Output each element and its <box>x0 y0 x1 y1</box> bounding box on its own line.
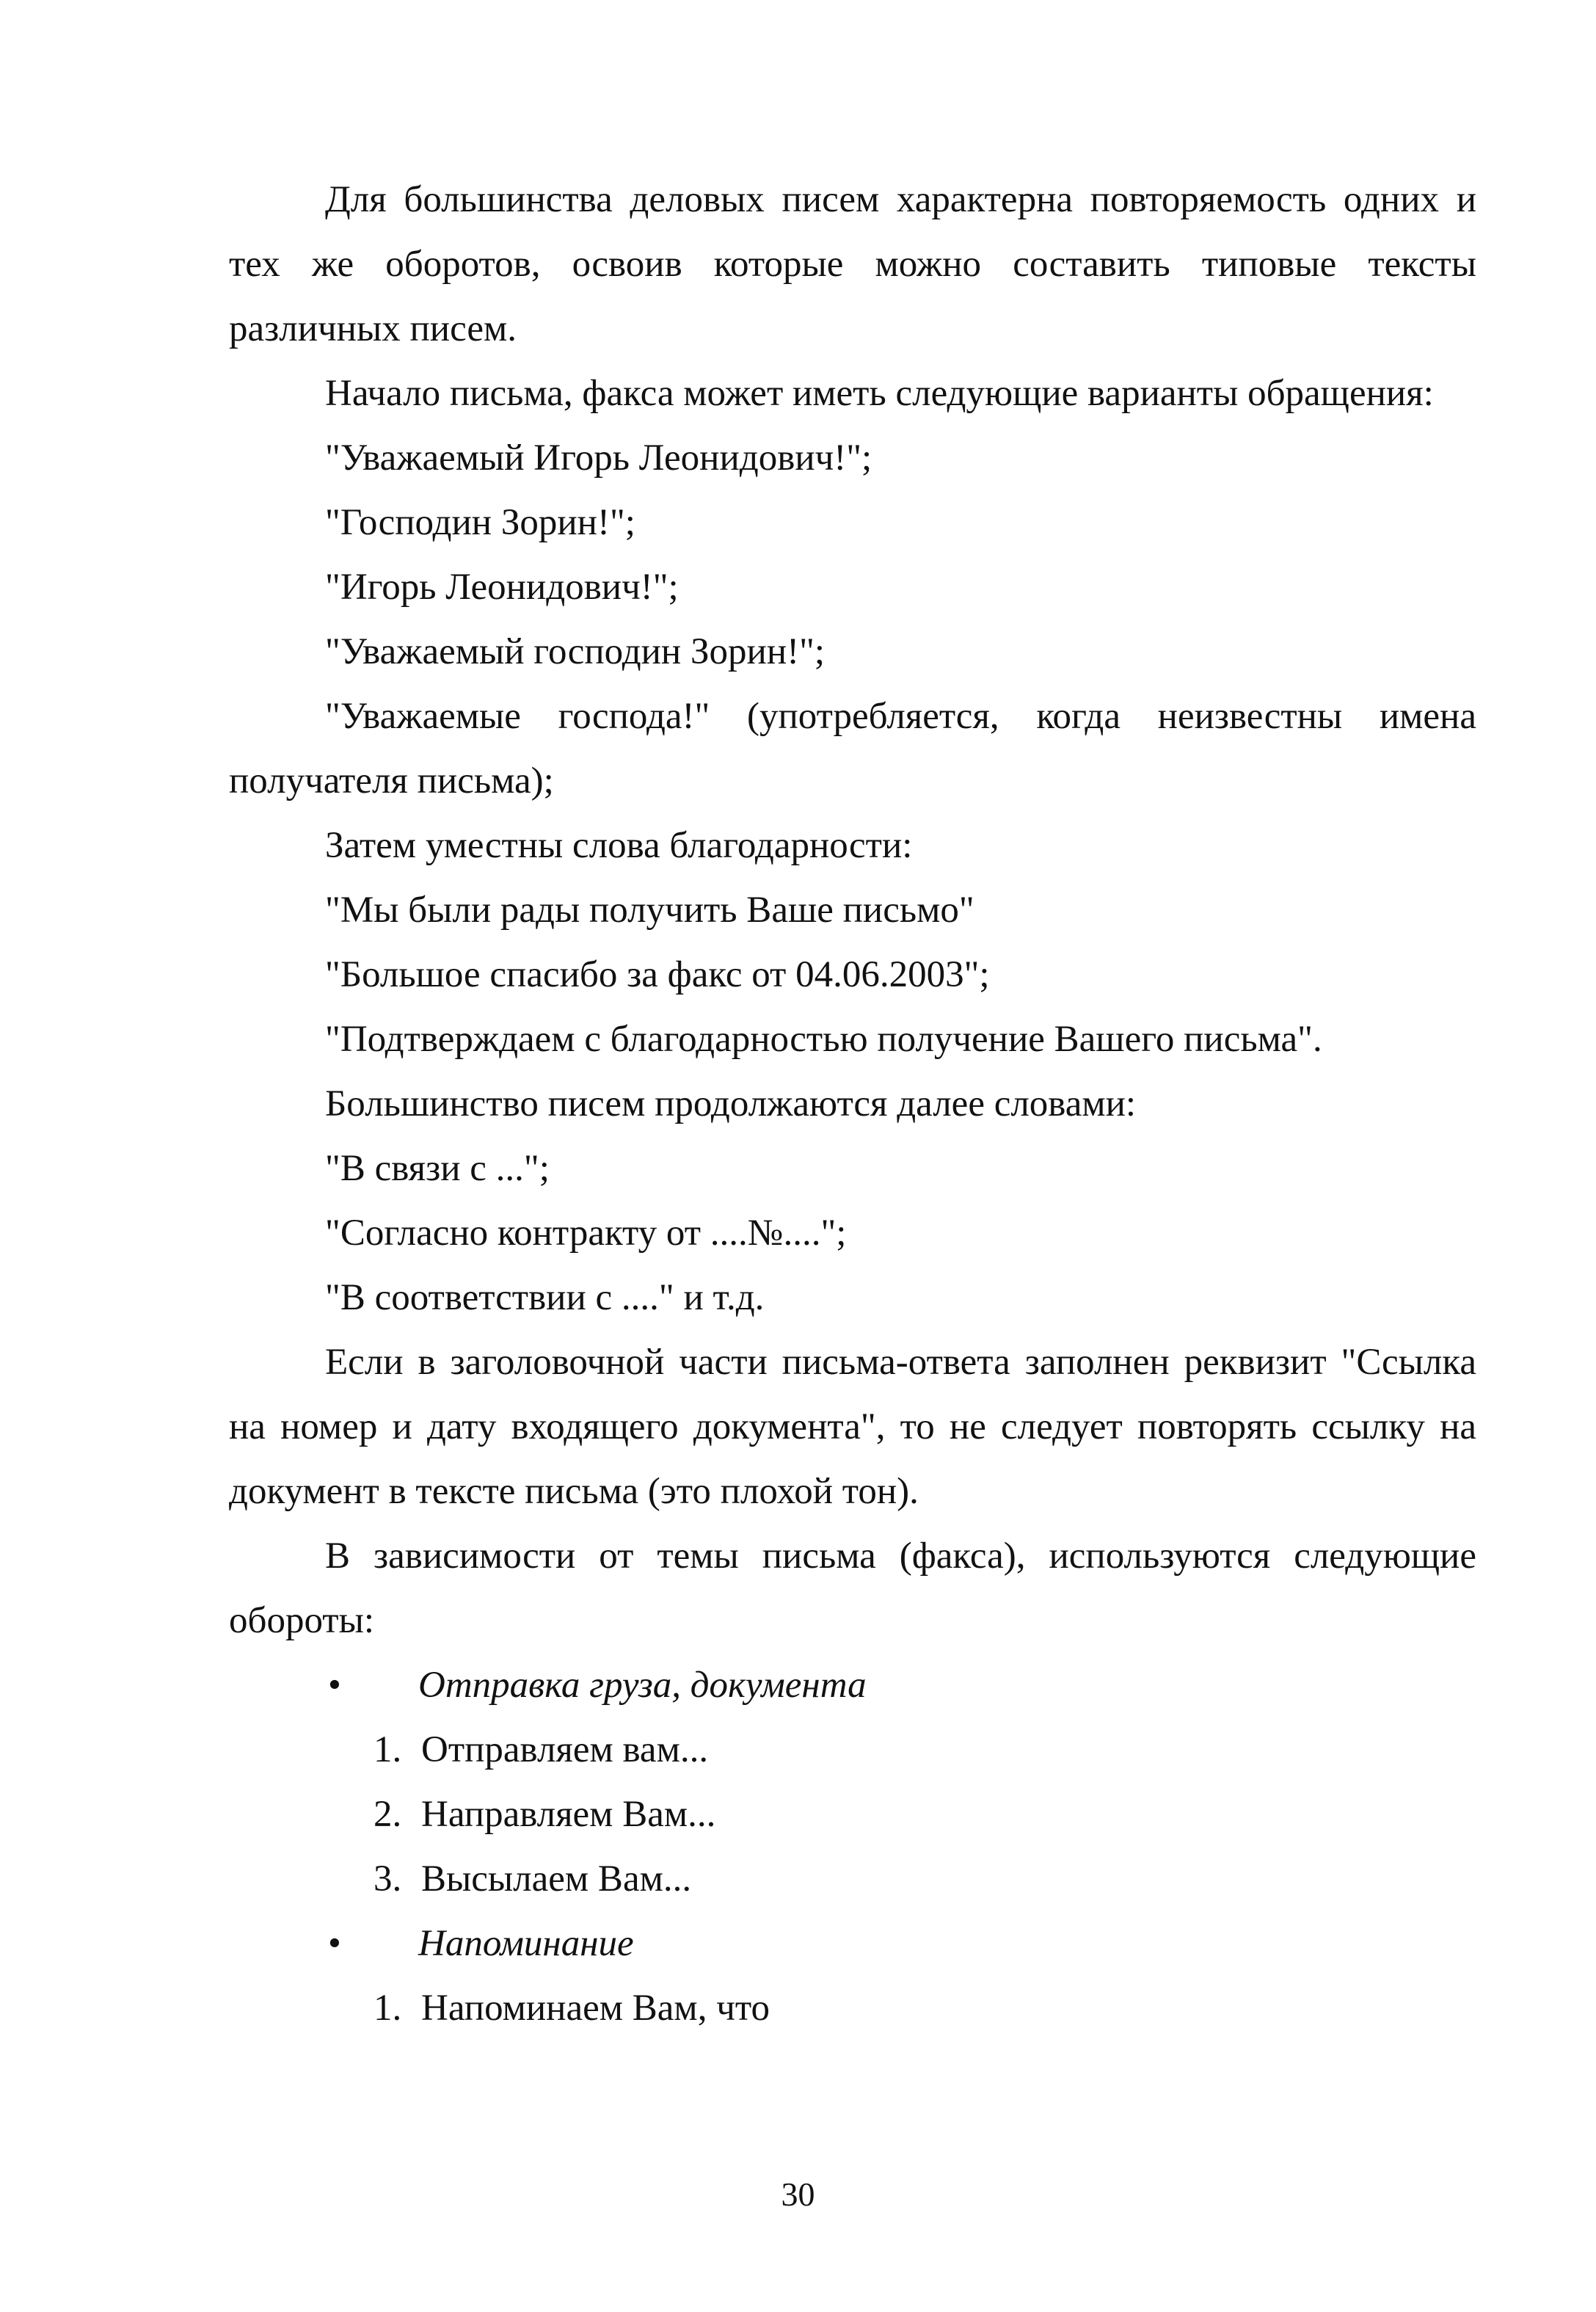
bullet-mark: • <box>328 1665 341 1706</box>
greeting-line: "Уважаемый Игорь Леонидович!"; <box>325 437 872 479</box>
greeting-line: "Игорь Леонидович!"; <box>325 567 679 608</box>
continue-line: "В соответствии с ...." и т.д. <box>325 1277 765 1318</box>
list-item <box>229 1847 1476 1911</box>
paragraph-phrases-intro: В зависимости от темы письма (факса), используются следующие обороты: <box>229 1535 1476 1641</box>
page-number: 30 <box>781 2175 815 2213</box>
list-item <box>229 1782 1476 1847</box>
list-number: 1. <box>374 1988 402 2029</box>
list-item <box>229 1976 1476 2040</box>
list-text: Направляем Вам... <box>421 1794 716 1835</box>
thanks-line: "Мы были рады получить Ваше письмо" <box>325 890 974 931</box>
continue-line: "Согласно контракту от ....№...."; <box>325 1213 847 1254</box>
paragraph-greeting-intro: Начало письма, факса может иметь следующие варианты обращения: <box>325 373 1434 414</box>
paragraph-reference-note: Если в заголовочной части письма-ответа заполнен реквизит "Ссылка на номер и дату входящего документа", то не следует повторять ссылку на документ в тексте письма (это плохой тон). <box>229 1342 1476 1512</box>
continue-line: "В связи с ..."; <box>325 1148 550 1189</box>
greeting-line: "Уважаемый господин Зорин!"; <box>325 631 826 672</box>
greeting-line: "Господин Зорин!"; <box>325 502 635 543</box>
thanks-intro: Затем уместны слова благодарности: <box>325 825 913 866</box>
list-number: 1. <box>374 1729 402 1770</box>
bullet-mark: • <box>328 1923 341 1964</box>
section-title: Отправка груза, документа <box>418 1665 867 1706</box>
list-number: 3. <box>374 1858 402 1900</box>
section-title: Напоминание <box>418 1923 634 1964</box>
list-text: Отправляем вам... <box>421 1729 709 1770</box>
list-text: Высылаем Вам... <box>421 1858 692 1900</box>
paragraph-intro: Для большинства деловых писем характерна повторяемость одних и тех же оборотов, освоив которые можно составить типовые тексты различных писем. <box>229 179 1476 349</box>
section-heading <box>229 1911 1476 1976</box>
thanks-line: "Подтверждаем с благодарностью получение Вашего письма". <box>325 1019 1322 1060</box>
thanks-line: "Большое спасибо за факс от 04.06.2003"; <box>325 954 990 995</box>
body-text <box>229 167 1476 2040</box>
list-number: 2. <box>374 1794 402 1835</box>
list-text: Напоминаем Вам, что <box>421 1988 770 2029</box>
section-heading <box>229 1653 1476 1717</box>
greeting-line-long: "Уважаемые господа!" (употребляется, когда неизвестны имена получателя письма); <box>229 696 1476 801</box>
list-item <box>229 1717 1476 1782</box>
continue-intro: Большинство писем продолжаются далее словами: <box>325 1083 1137 1124</box>
